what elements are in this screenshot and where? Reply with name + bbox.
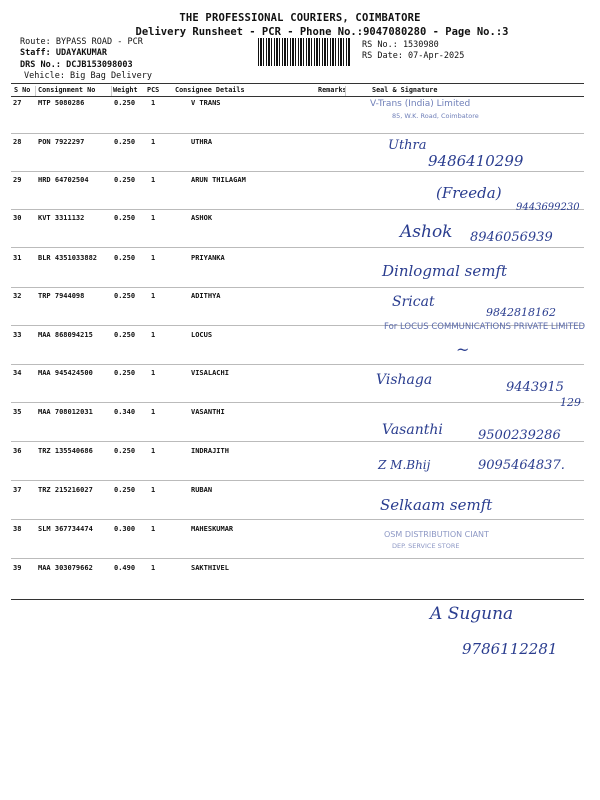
- row-consignee: VASANTHI: [191, 408, 225, 416]
- row-weight: 0.300: [114, 525, 136, 533]
- row-consignee: INDRAJITH: [191, 447, 229, 455]
- drs-line: [20, 60, 133, 70]
- row-consignment: MAA 303079662: [38, 564, 93, 572]
- table-row: [0, 138, 600, 150]
- signature-adithya: Sricat: [392, 294, 435, 310]
- row-pcs: 1: [151, 292, 156, 300]
- signature-locus: ~: [456, 340, 470, 359]
- row-pcs: 1: [151, 408, 156, 416]
- row-separator: [11, 480, 584, 481]
- row-separator: [11, 209, 584, 210]
- row-weight: 0.250: [114, 292, 136, 300]
- table-header-rule: [11, 96, 584, 97]
- col-pcs: PCS: [147, 86, 160, 94]
- table-top-rule: [11, 83, 584, 84]
- row-weight: 0.340: [114, 408, 136, 416]
- runsheet-title: Delivery Runsheet - PCR - Phone No.:9047080280 - Page No.:3: [135, 26, 509, 38]
- row-sno: 31: [13, 254, 22, 262]
- row-weight: 0.250: [114, 447, 136, 455]
- table-row: [0, 486, 600, 498]
- row-separator: [11, 247, 584, 248]
- row-sno: 39: [13, 564, 22, 572]
- row-weight: 0.490: [114, 564, 136, 572]
- col-weight: Weight: [113, 86, 138, 94]
- vtrans-stamp-address: 85, W.K. Road, Coimbatore: [392, 112, 479, 120]
- row-pcs: 1: [151, 564, 156, 572]
- table-row: [0, 214, 600, 226]
- signature-uthra: Uthra: [388, 138, 427, 153]
- route-text: Route: BYPASS ROAD - PCR: [20, 37, 143, 47]
- phone-freeda: 9443699230: [516, 202, 580, 213]
- row-consignee: PRIYANKA: [191, 254, 225, 262]
- row-consignee: ADITHYA: [191, 292, 221, 300]
- staff-label: Staff:: [20, 48, 51, 58]
- row-separator: [11, 287, 584, 288]
- row-weight: 0.250: [114, 369, 136, 377]
- phone-adithya: 9842818162: [486, 306, 556, 319]
- row-pcs: 1: [151, 254, 156, 262]
- row-consignment: PON 7922297: [38, 138, 85, 146]
- phone-indrajith: 9095464837.: [478, 458, 565, 473]
- row-sno: 35: [13, 408, 22, 416]
- signature-visalachi: Vishaga: [376, 372, 433, 388]
- row-weight: 0.250: [114, 138, 136, 146]
- row-separator: [11, 133, 584, 134]
- row-separator: [11, 364, 584, 365]
- col-divider: [345, 86, 346, 96]
- row-separator: [11, 519, 584, 520]
- row-consignment: TRZ 135540686: [38, 447, 93, 455]
- footer-signature: A Suguna: [430, 604, 514, 624]
- row-pcs: 1: [151, 486, 156, 494]
- row-consignment: TRZ 215216027: [38, 486, 93, 494]
- row-pcs: 1: [151, 214, 156, 222]
- row-weight: 0.250: [114, 176, 136, 184]
- row-separator: [11, 558, 584, 559]
- row-pcs: 1: [151, 176, 156, 184]
- row-sno: 28: [13, 138, 22, 146]
- row-consignment: MAA 945424500: [38, 369, 93, 377]
- row-sno: 33: [13, 331, 22, 339]
- vtrans-stamp: V-Trans (India) Limited: [370, 99, 471, 109]
- row-pcs: 1: [151, 369, 156, 377]
- phone-ashok: 8946056939: [470, 230, 553, 245]
- rs-number: RS No.: 1530980: [362, 40, 439, 50]
- barcode: [258, 38, 350, 66]
- table-row: [0, 99, 600, 111]
- row-sno: 36: [13, 447, 22, 455]
- row-consignment: MTP 5080286: [38, 99, 85, 107]
- footer-phone: 9786112281: [462, 640, 558, 658]
- table-row: [0, 408, 600, 420]
- row-consignment: HRD 64702504: [38, 176, 89, 184]
- row-consignment: MAA 708012031: [38, 408, 93, 416]
- row-pcs: 1: [151, 138, 156, 146]
- row-consignee: V TRANS: [191, 99, 221, 107]
- signature-freeda: (Freeda): [436, 184, 502, 202]
- phone-vasanthi: 9500239286: [478, 428, 561, 443]
- row-consignment: BLR 4351033882: [38, 254, 98, 262]
- col-seal: Seal & Signature: [372, 86, 438, 94]
- company-title: THE PROFESSIONAL COURIERS, COIMBATORE: [179, 12, 421, 24]
- table-row: [0, 254, 600, 266]
- row-pcs: 1: [151, 331, 156, 339]
- table-row: [0, 176, 600, 188]
- row-pcs: 1: [151, 525, 156, 533]
- table-row: [0, 564, 600, 576]
- table-bottom-rule: [11, 599, 584, 600]
- phone-uthra: 9486410299: [428, 152, 524, 170]
- distribution-stamp-sub: DEP. SERVICE STORE: [392, 542, 460, 550]
- row-sno: 32: [13, 292, 22, 300]
- table-row: [0, 292, 600, 304]
- staff-line: [20, 48, 107, 58]
- staff-value: UDAYAKUMAR: [55, 48, 108, 58]
- row-consignee: LOCUS: [191, 331, 213, 339]
- table-row: [0, 525, 600, 537]
- row-separator: [11, 171, 584, 172]
- row-consignment: SLM 367734474: [38, 525, 93, 533]
- row-sno: 27: [13, 99, 22, 107]
- distribution-stamp: OSM DISTRIBUTION CIANT: [384, 530, 489, 539]
- col-sno: S No: [14, 86, 31, 94]
- phone-visalachi-extra: 129: [560, 396, 581, 409]
- row-pcs: 1: [151, 447, 156, 455]
- row-separator: [11, 402, 584, 403]
- row-sno: 37: [13, 486, 22, 494]
- row-pcs: 1: [151, 99, 156, 107]
- row-sno: 34: [13, 369, 22, 377]
- signature-vasanthi: Vasanthi: [382, 422, 443, 438]
- row-consignee: ASHOK: [191, 214, 213, 222]
- table-row: [0, 331, 600, 343]
- drs-label: DRS No.:: [20, 60, 61, 70]
- signature-ashok: Ashok: [400, 222, 453, 242]
- row-consignment: MAA 868094215: [38, 331, 93, 339]
- row-weight: 0.250: [114, 486, 136, 494]
- row-sno: 30: [13, 214, 22, 222]
- signature-priyanka: Dinlogmal semft: [382, 262, 508, 280]
- row-weight: 0.250: [114, 214, 136, 222]
- row-weight: 0.250: [114, 99, 136, 107]
- row-weight: 0.250: [114, 254, 136, 262]
- signature-indrajith: Z M.Bhij: [378, 458, 431, 472]
- row-consignee: ARUN THILAGAM: [191, 176, 246, 184]
- row-consignee: RUBAN: [191, 486, 213, 494]
- row-consignee: UTHRA: [191, 138, 213, 146]
- col-divider: [111, 86, 112, 96]
- drs-value: DCJB153098003: [66, 60, 133, 70]
- row-consignment: KVT 3311132: [38, 214, 85, 222]
- row-sno: 29: [13, 176, 22, 184]
- locus-stamp: For LOCUS COMMUNICATIONS PRIVATE LIMITED: [384, 322, 586, 332]
- rs-date: RS Date: 07-Apr-2025: [362, 51, 465, 61]
- row-sno: 38: [13, 525, 22, 533]
- signature-ruban: Selkaam semft: [380, 496, 493, 514]
- vehicle-text: Vehicle: Big Bag Delivery: [24, 71, 152, 81]
- col-remarks: Remarks: [318, 86, 347, 94]
- row-weight: 0.250: [114, 331, 136, 339]
- row-consignee: SAKTHIVEL: [191, 564, 229, 572]
- row-consignee: MAHESKUMAR: [191, 525, 234, 533]
- col-divider: [35, 86, 36, 96]
- phone-visalachi: 9443915: [506, 380, 564, 395]
- col-consignment: Consignment No: [38, 86, 96, 94]
- row-consignment: TRP 7944098: [38, 292, 85, 300]
- row-consignee: VISALACHI: [191, 369, 229, 377]
- col-consignee: Consignee Details: [175, 86, 245, 94]
